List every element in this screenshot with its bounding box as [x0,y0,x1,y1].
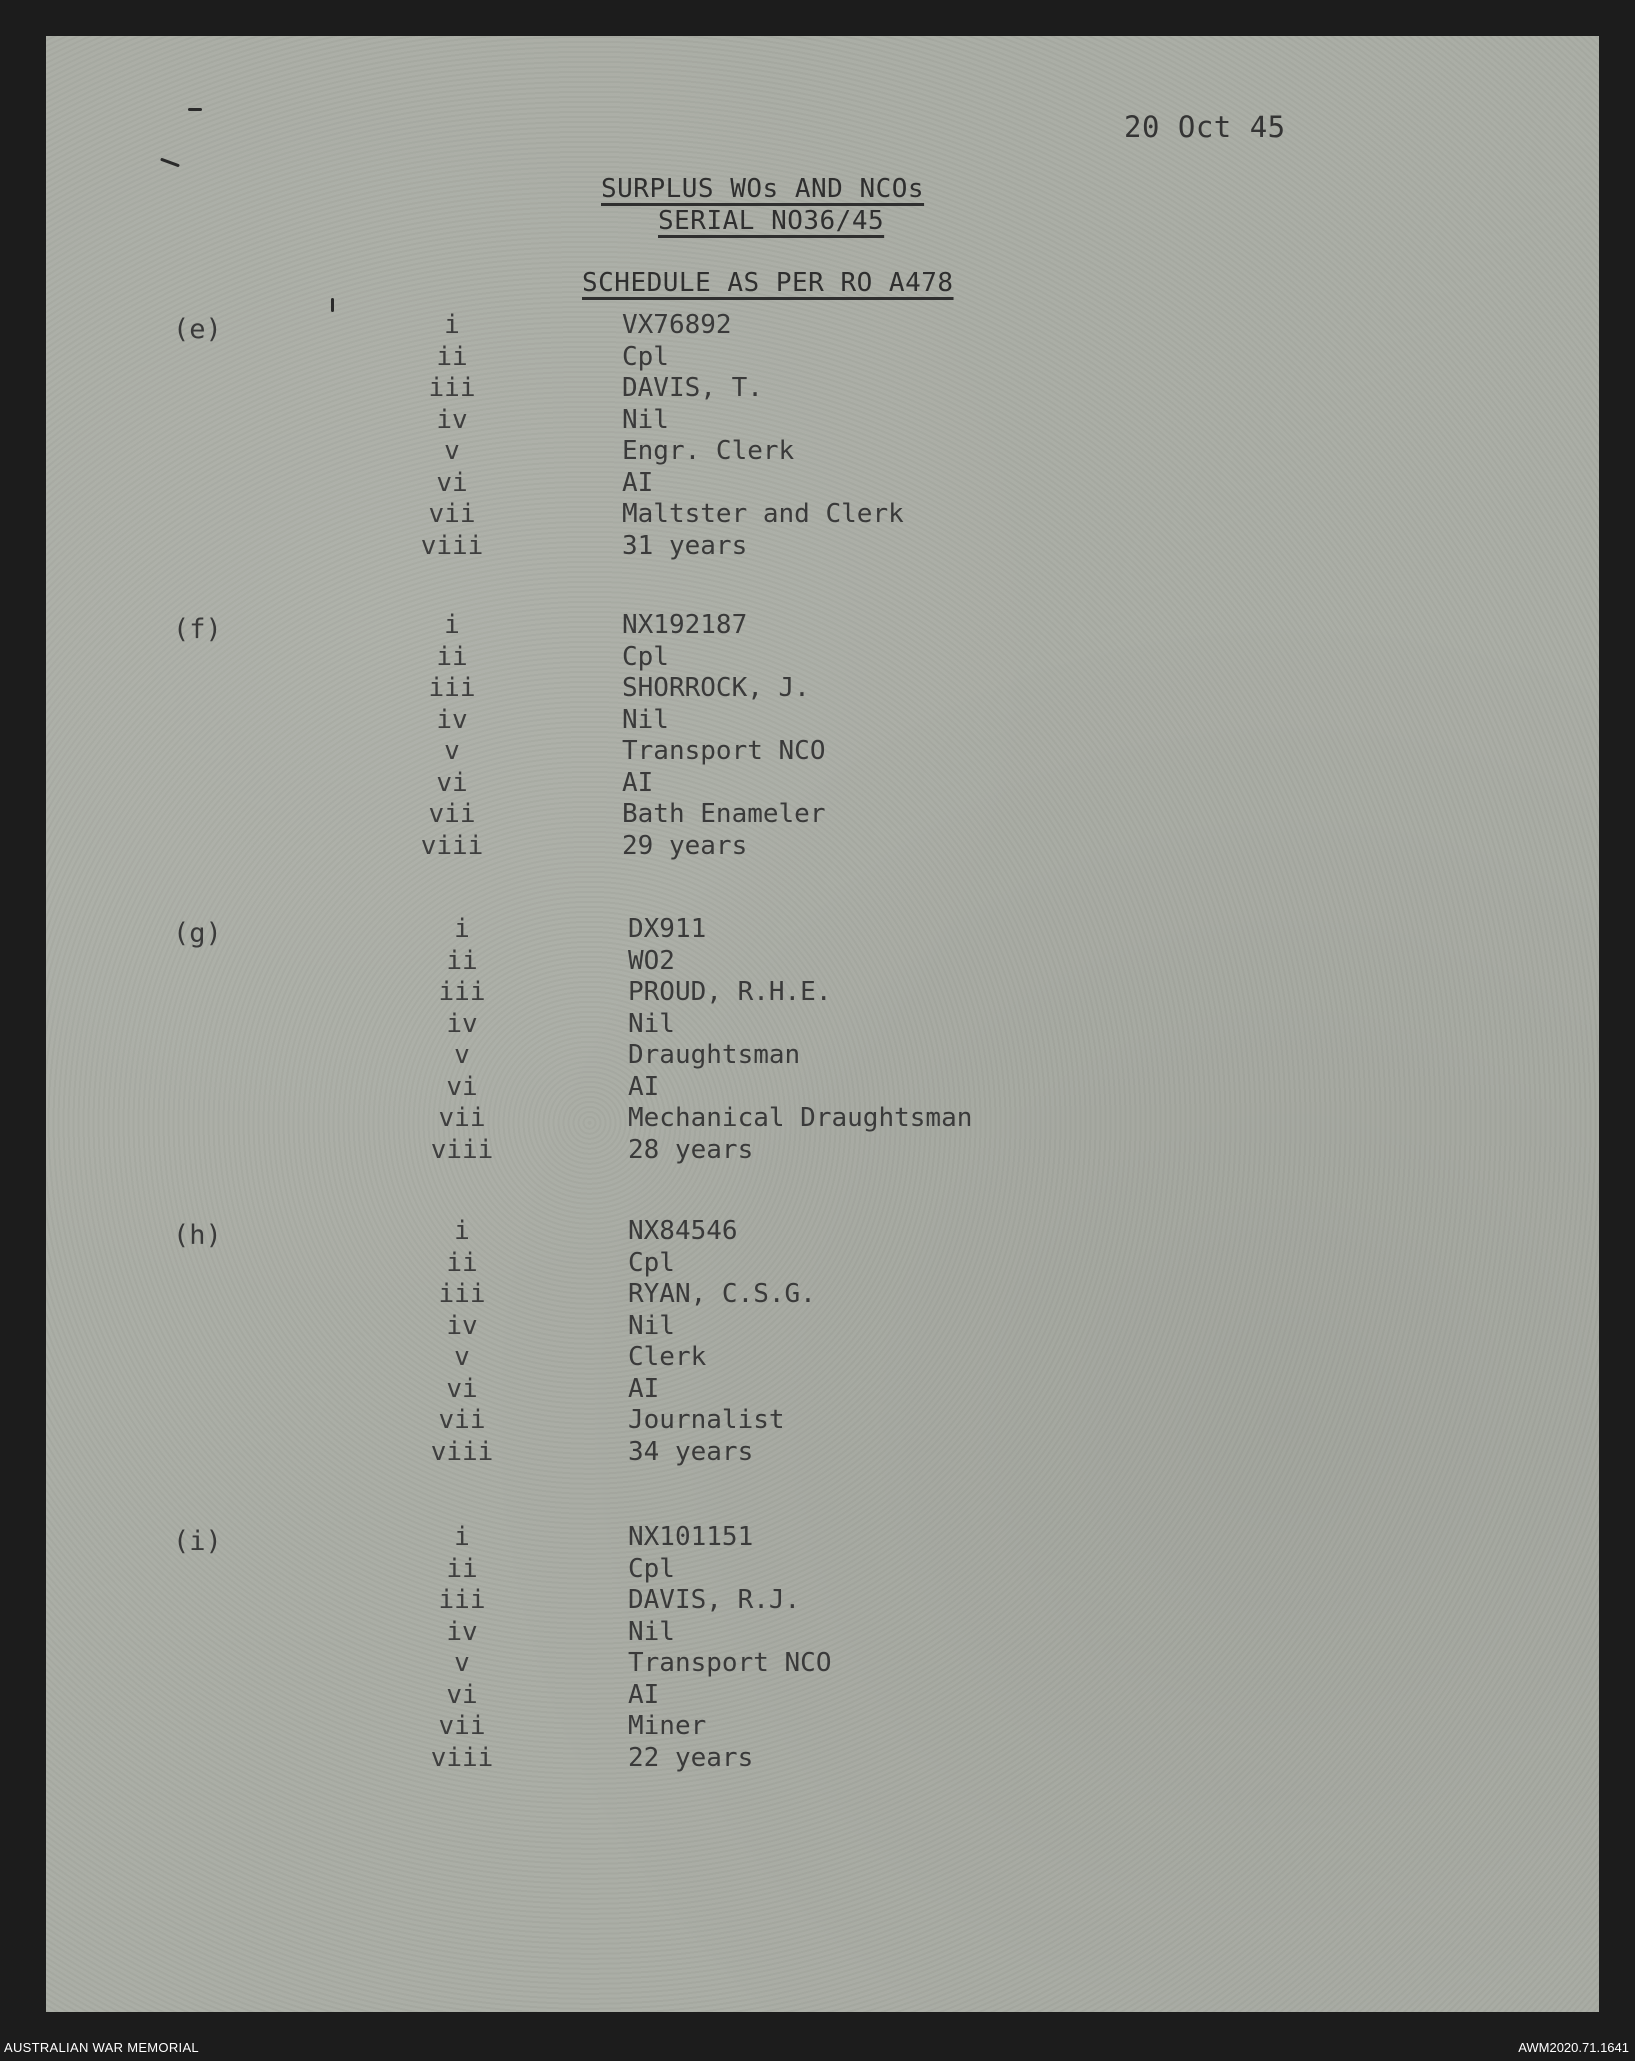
item-numeral: v [444,736,460,766]
item-value: DX911 [628,914,707,944]
item-numeral: vi [446,1679,478,1710]
item-value: 22 years [628,1742,754,1773]
document-page [46,36,1599,2012]
item-value: Nil [622,404,669,435]
item-value: Nil [628,1008,675,1039]
heading-line-1: SURPLUS WOs AND NCOs [601,174,925,204]
item-value: VX76892 [622,310,732,340]
item-value: 34 years [628,1436,754,1467]
item-numeral: iii [438,977,486,1007]
item-numeral: ii [446,1553,478,1584]
item-numeral: iv [436,704,468,735]
item-numeral: i [454,1522,470,1552]
item-value: Cpl [622,341,669,372]
document-date: 20 Oct 45 [1124,110,1286,144]
archive-credit: AUSTRALIAN WAR MEMORIAL [4,2040,199,2055]
item-numeral: vi [446,1071,478,1102]
item-numeral: ii [436,341,468,372]
item-numeral: v [444,436,460,466]
item-value: RYAN, C.S.G. [628,1279,816,1309]
item-numeral: v [454,1648,470,1678]
item-numeral: viii [420,530,484,561]
entry-letter: (h) [173,1220,222,1251]
item-value: WO2 [628,945,675,976]
item-value: Transport NCO [628,1648,832,1678]
item-numeral: iv [446,1616,478,1647]
item-value: PROUD, R.H.E. [628,977,832,1007]
item-value: Journalist [628,1405,785,1435]
item-numeral: vii [428,799,476,829]
item-value: AI [622,767,654,798]
item-numeral: v [454,1342,470,1372]
item-value: Cpl [628,1553,675,1584]
item-numeral: v [454,1040,470,1070]
item-numeral: vii [438,1711,486,1741]
item-numeral: iii [428,373,476,403]
item-numeral: ii [446,1247,478,1278]
item-numeral: viii [430,1436,494,1467]
item-numeral: i [454,914,470,944]
item-numeral: vi [436,767,468,798]
item-value: Miner [628,1711,707,1741]
item-value: Bath Enameler [622,799,826,829]
item-value: AI [628,1071,660,1102]
item-value: DAVIS, R.J. [628,1585,801,1615]
item-numeral: viii [430,1134,494,1165]
paper-speck-mark [160,158,180,168]
entry-letter: (g) [173,918,222,949]
item-value: 31 years [622,530,748,561]
item-value: Draughtsman [628,1040,801,1070]
item-value: Nil [628,1616,675,1647]
item-numeral: iv [446,1008,478,1039]
item-value: AI [628,1679,660,1710]
item-numeral: vii [438,1103,486,1133]
item-value: SHORROCK, J. [622,673,810,703]
item-value: Cpl [628,1247,675,1278]
entry-letter: (f) [173,614,222,645]
item-numeral: viii [420,830,484,861]
item-value: NX84546 [628,1216,738,1246]
item-value: Nil [628,1310,675,1341]
item-numeral: iii [428,673,476,703]
item-value: 28 years [628,1134,754,1165]
item-value: NX101151 [628,1522,754,1552]
item-value: AI [622,467,654,498]
item-numeral: iv [436,404,468,435]
heading-line-2: SERIAL NO36/45 [658,206,885,236]
item-numeral: ii [446,945,478,976]
item-numeral: i [444,310,460,340]
item-value: DAVIS, T. [622,373,763,403]
item-numeral: vi [436,467,468,498]
entry-letter: (i) [173,1526,222,1557]
item-numeral: viii [430,1742,494,1773]
item-numeral: iv [446,1310,478,1341]
item-value: Nil [622,704,669,735]
archive-reference: AWM2020.71.1641 [1518,2040,1629,2055]
item-numeral: i [444,610,460,640]
item-numeral: vii [428,499,476,529]
item-value: NX192187 [622,610,748,640]
item-value: Mechanical Draughtsman [628,1103,973,1133]
item-numeral: vii [438,1405,486,1435]
item-value: Clerk [628,1342,707,1372]
item-value: Transport NCO [622,736,826,766]
item-numeral: vi [446,1373,478,1404]
item-value: 29 years [622,830,748,861]
heading-line-3: SCHEDULE AS PER RO A478 [582,268,954,298]
item-value: Maltster and Clerk [622,499,904,529]
paper-speck-mark [331,298,334,312]
item-numeral: iii [438,1279,486,1309]
item-numeral: iii [438,1585,486,1615]
paper-speck-mark [188,108,202,111]
item-numeral: ii [436,641,468,672]
item-numeral: i [454,1216,470,1246]
item-value: AI [628,1373,660,1404]
item-value: Cpl [622,641,669,672]
item-value: Engr. Clerk [622,436,795,466]
entry-letter: (e) [173,314,222,345]
